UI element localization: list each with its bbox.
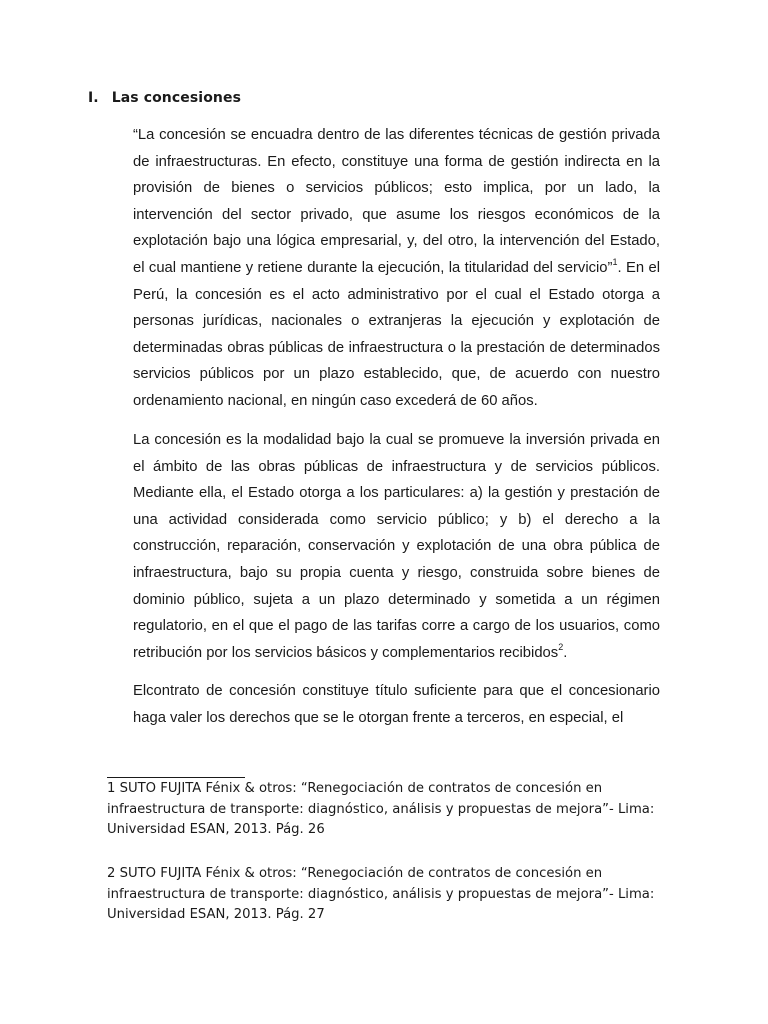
footnote-1: 1 SUTO FUJITA Fénix & otros: “Renegociación de contratos de concesión en infraestructura de transporte: diagnóstico, análisis y propuestas de mejora”- Lima: Universidad ESAN, 2013. Pág. 26 [107,781,655,837]
paragraph-1-text-continued: . En el Perú, la concesión es el acto administrativo por el cual el Estado otorga a personas jurídicas, nacionales o extranjeras la ejecución y explotación de determinadas obras públicas de infraestructura o la prestación de determinados servicios públicos por un plazo establecido, que, de acuerdo con nuestro ordenamiento nacional, en ningún caso excederá de 60 años. [133,259,661,409]
footnote-ref-2: 2 [558,641,564,652]
paragraph-2-text-end: . [563,644,568,661]
section-heading [88,90,241,106]
paragraph-1 [133,122,660,415]
paragraph-2 [133,427,660,666]
section-title: Las concesiones [111,90,242,106]
paragraph-1-text: “La concesión se encuadra dentro de las diferentes técnicas de gestión privada de infraestructuras. En efecto, constituye una forma de gestión indirecta en la provisión de bienes o servicios públicos; esto implica, por un lado, la intervención del sector privado, que asume los riesgos económicos de la explotación bajo una lógica empresarial, y, del otro, la intervención del Estado, el cual mantiene y retiene durante la ejecución, la titularidad del servicio” [133,127,660,276]
footnote-2: 2 SUTO FUJITA Fénix & otros: “Renegociación de contratos de concesión en infraestructura de transporte: diagnóstico, análisis y propuestas de mejora”- Lima: Universidad ESAN, 2013. Pág. 27 [107,866,655,922]
footnote-ref-1: 1 [612,257,618,268]
section-number: I. [88,90,99,106]
paragraph-3: Elcontrato de concesión constituye título suficiente para que el concesionario haga valer los derechos que se le otorgan frente a terceros, en especial, el [133,683,660,726]
paragraph-2-text: La concesión es la modalidad bajo la cual se promueve la inversión privada en el ámbito de las obras públicas de infraestructura y de servicios públicos. Mediante ella, el Estado otorga a los particulares: a) la gestión y prestación de una actividad considerada como servicio público; y b) el derecho a la construcción, reparación, conservación y explotación de una obra pública de infraestructura, bajo su propia cuenta y riesgo, construida sobre bienes de dominio público, sujeta a un plazo determinado y sometida a un régimen regulatorio, en el que el pago de las tarifas corre a cargo de los usuarios, como retribución por los servicios básicos y complementarios recibidos [133,432,660,661]
footnote-separator [107,777,245,778]
